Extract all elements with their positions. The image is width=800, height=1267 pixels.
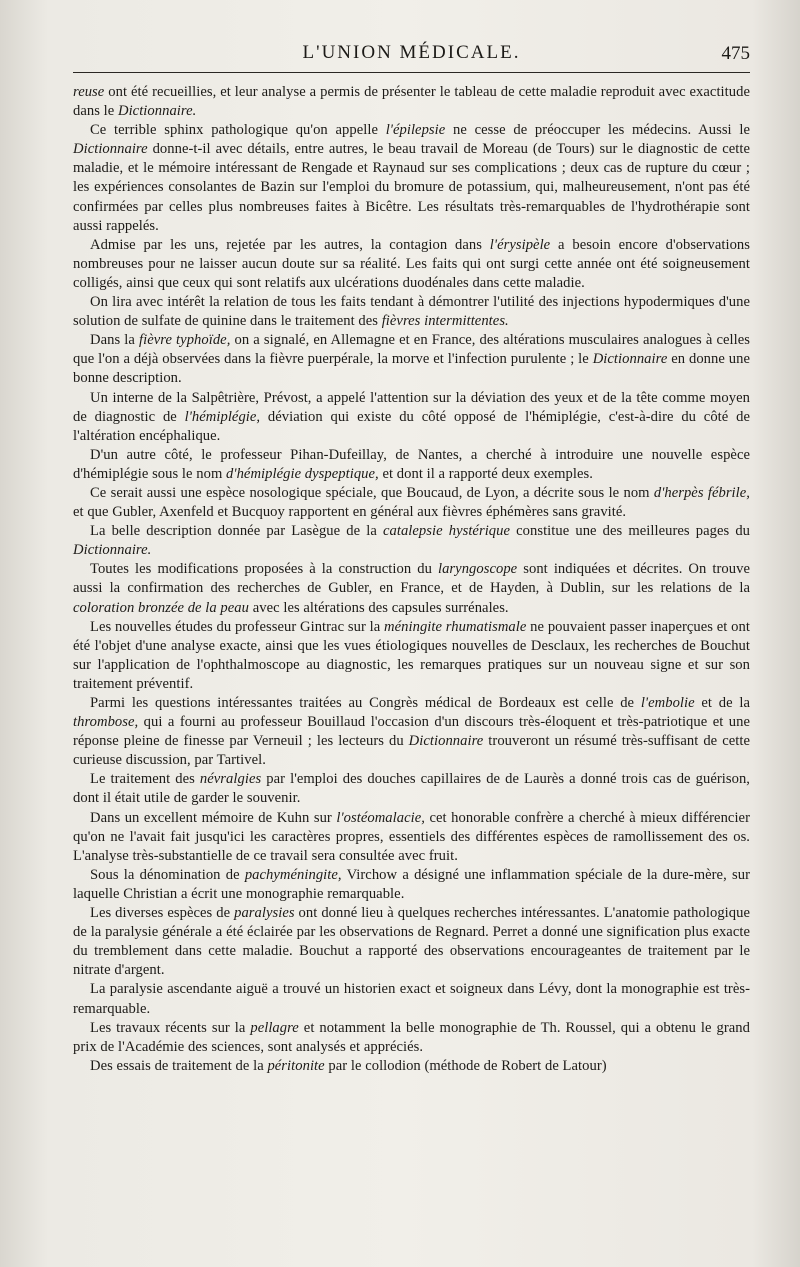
italic-term: Dictionnaire (73, 141, 148, 158)
text-run: Parmi les questions intéressantes traitées au Congrès médical de Bordeaux est celle de (90, 695, 641, 711)
page-header (73, 40, 750, 73)
italic-term: catalepsie hystérique (382, 523, 511, 540)
text-run: et de la (694, 695, 751, 711)
paragraph (73, 866, 750, 904)
text-run: qui a fourni au professeur Bouillaud l'occasion d'un discours très-éloquent et très-patriotique et une réponse pleine de finesse par Verneuil ; les lecteurs du (73, 714, 750, 750)
italic-term: l'épilepsie (385, 122, 446, 139)
text-run: ont été recueillies, et leur analyse a permis de présenter le tableau de cette maladie reproduit avec exactitude dans le (73, 84, 750, 120)
text-run: on a signalé, en Allemagne et en France, des altérations musculaires analogues à celles que l'on a déjà observées dans la fièvre puerpérale, la morve et l'infection purulente ; le (73, 332, 750, 368)
text-run: déviation qui existe du côté opposé de l'hémiplégie, c'est-à-dire du côté de l'altération encéphalique. (73, 408, 750, 444)
text-run: et notamment la belle monographie de Th. Roussel, qui a obtenu le grand prix de l'Académie des sciences, sont analysés et appréciés. (73, 1019, 750, 1055)
text-run: Virchow a désigné une inflammation spéciale de la dure-mère, sur laquelle Christian a écrit une monographie remarquable. (73, 866, 750, 902)
text-run: D'un autre côté, le professeur Pihan-Dufeillay, de Nantes, a cherché à introduire une nouvelle espèce d'hémiplégie sous le nom (73, 446, 750, 482)
text-run: en donne une bonne description. (73, 351, 750, 387)
text-run: Admise par les uns, rejetée par les autres, la contagion dans (90, 236, 490, 253)
paragraph (73, 560, 750, 617)
italic-term: Dictionnaire (408, 733, 484, 750)
running-title: L'UNION MÉDICALE. (302, 42, 521, 63)
italic-term: d'hémiplégie dyspeptique, (226, 465, 379, 482)
text-run: Des essais de traitement de la (90, 1057, 268, 1074)
text-run: Dans la (90, 332, 139, 349)
paragraph (73, 446, 750, 484)
text-run: trouveront un résumé très-suffisant de cette curieuse discussion, par Tartivel. (73, 733, 750, 769)
text-run: La paralysie ascendante aiguë a trouvé un historien exact et soigneux dans Lévy, dont la monographie est très-remarquable. (73, 981, 750, 1017)
body-text (73, 83, 750, 1076)
italic-term: laryngoscope (437, 561, 518, 578)
text-run: Ce serait aussi une espèce nosologique spéciale, que Boucaud, de Lyon, a décrite sous le nom (90, 484, 654, 501)
italic-term: l'érysipèle (489, 236, 551, 253)
italic-term: Dictionnaire (592, 351, 668, 368)
text-run: Le traitement des (90, 771, 200, 788)
text-run: Les travaux récents sur la (90, 1019, 251, 1036)
text-run: Toutes les modifications proposées à la construction du (90, 561, 438, 578)
paragraph (73, 484, 750, 522)
text-run: et dont il a rapporté deux exemples. (378, 465, 593, 482)
italic-term: Dictionnaire. (73, 542, 152, 559)
italic-term: pellagre (250, 1019, 299, 1036)
paragraph (73, 236, 750, 293)
text-run: et que Gubler, Axenfeld et Bucquoy rapportent en général aux fièvres éphémères sans gravité. (73, 504, 627, 521)
italic-term: pachyméningite, (244, 866, 342, 883)
italic-term: névralgies (199, 771, 262, 788)
text-run: par l'emploi des douches capillaires de de Laurès a donné trois cas de guérison, dont il était utile de garder le souvenir. (73, 771, 750, 807)
italic-term: reuse (73, 84, 105, 100)
paragraph (73, 389, 750, 446)
paragraph (73, 331, 750, 388)
paragraph (73, 694, 750, 770)
text-run: Ce terrible sphinx pathologique qu'on appelle (90, 122, 386, 139)
text-run: Sous la dénomination de (90, 866, 245, 883)
paragraph (73, 904, 750, 980)
text-run: avec les altérations des capsules surrénales. (249, 599, 509, 616)
text-run: par le collodion (méthode de Robert de Latour) (324, 1057, 607, 1074)
italic-term: méningite rhumatismale (384, 618, 527, 635)
italic-term: fièvre typhoïde, (139, 332, 231, 349)
paragraph (73, 121, 750, 236)
paragraph (73, 618, 750, 694)
paragraph (73, 1057, 750, 1076)
paragraph (73, 83, 750, 121)
text-run: Les nouvelles études du professeur Gintrac sur la (90, 618, 385, 635)
text-run: ont donné lieu à quelques recherches intéressantes. L'anatomie pathologique de la paralysie générale a été éclairée par les observations de Regnard. Perret a donné une signification plus exacte du tremblement dans cette maladie. Bouchut a rapporté des observations encourageantes de traitement par le nitrate d'argent. (73, 905, 750, 979)
italic-term: thrombose, (73, 714, 139, 731)
text-run: ne pouvaient passer inaperçues et ont été l'objet d'une analyse exacte, ainsi que les vues étiologiques nouvelles de Desclaux, les recherches de Bouchut sur l'application de l'ophthalmoscope au diagnostic, les remarques pratiques sur un nouveau signe et sur son traitement préventif. (73, 618, 750, 692)
text-run: On lira avec intérêt la relation de tous les faits tendant à démontrer l'utilité des injections hypodermiques d'une solution de sulfate de quinine dans le traitement des (73, 294, 750, 330)
paragraph (73, 293, 750, 331)
italic-term: l'embolie (640, 695, 695, 711)
italic-term: paralysies (234, 905, 295, 922)
page-number: 475 (721, 43, 750, 64)
paragraph (73, 809, 750, 866)
italic-term: l'ostéomalacie, (336, 809, 425, 826)
italic-term: coloration bronzée de la peau (73, 599, 250, 616)
paragraph (73, 522, 750, 560)
text-run: sont indiquées et décrites. On trouve aussi la confirmation des recherches de Gubler, en France, et de Hayden, à Dublin, sur les relations de la (73, 561, 750, 597)
text-run: cet honorable confrère a cherché à mieux différencier qu'on ne l'avait fait jusqu'ici les caractères propres, essentiels des différentes espèces de ramollissement des os. L'analyse très-substantielle de ce travail sera consultée avec fruit. (73, 809, 750, 864)
italic-term: Dictionnaire. (117, 103, 197, 120)
italic-term: l'hémiplégie, (184, 408, 261, 425)
text-run: Dans un excellent mémoire de Kuhn sur (90, 809, 337, 826)
text-run: constitue une des meilleures pages du (510, 523, 751, 540)
italic-term: péritonite (267, 1057, 325, 1074)
text-run: Les diverses espèces de (90, 905, 235, 922)
italic-term: d'herpès fébrile, (653, 484, 750, 501)
italic-term: fièvres intermittentes. (381, 313, 509, 330)
text-run: Un interne de la Salpêtrière, Prévost, a appelé l'attention sur la déviation des yeux et de la tête comme moyen de diagnostic de (73, 389, 750, 425)
text-run: La belle description donnée par Lasègue de la (90, 523, 383, 540)
text-run: donne-t-il avec détails, entre autres, le beau travail de Moreau (de Tours) sur le diagnostic de cette maladie, et le mémoire intéressant de Rengade et Raynaud sur ses complications ; deux cas de rupture du cœur ; les expériences consolantes de Bazin sur l'emploi du bromure de potassium, qui, malheureusement, n'ont pas été confirmées par celles plus nombreuses faites à Bicêtre. Les résultats très-remarquables de l'hydrothérapie sont aussi rappelés. (73, 141, 750, 234)
paragraph (73, 1019, 750, 1057)
paragraph (73, 980, 750, 1018)
text-run: a besoin encore d'observations nombreuses pour ne laisser aucun doute sur sa réalité. Les faits qui ont surgi cette année ont été soigneusement colligés, ainsi que ceux qui sont relatifs aux ulcérations duodénales dans cette maladie. (73, 236, 750, 291)
text-run: ne cesse de préoccuper les médecins. Aussi le (445, 122, 750, 139)
paragraph (73, 770, 750, 808)
